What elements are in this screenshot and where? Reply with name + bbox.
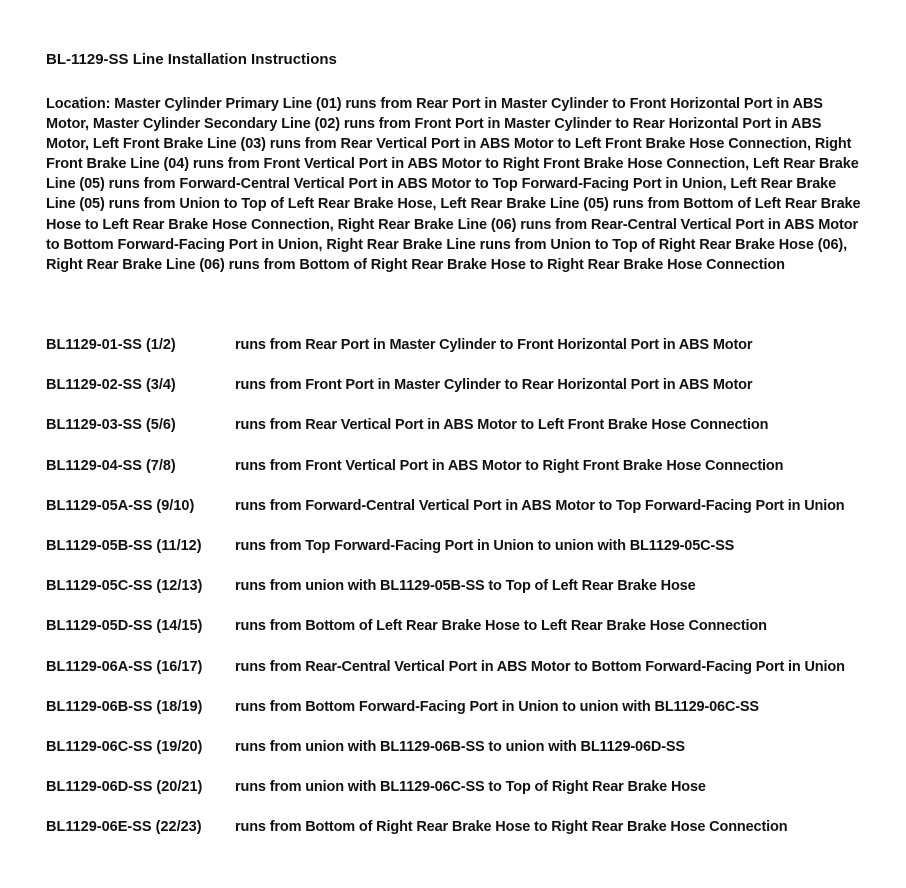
part-code: BL1129-06E-SS (22/23) bbox=[46, 819, 202, 836]
parts-list bbox=[46, 335, 876, 857]
part-code: BL1129-05C-SS (12/13) bbox=[46, 578, 203, 595]
document-title: BL-1129-SS Line Installation Instructions bbox=[46, 51, 337, 68]
part-description: runs from Front Port in Master Cylinder to Rear Horizontal Port in ABS Motor bbox=[235, 377, 753, 394]
part-row bbox=[46, 496, 876, 536]
part-row bbox=[46, 657, 876, 697]
part-row bbox=[46, 335, 876, 375]
part-row bbox=[46, 737, 876, 777]
part-description: runs from union with BL1129-06B-SS to union with BL1129-06D-SS bbox=[235, 738, 685, 755]
part-description: runs from Rear Vertical Port in ABS Motor to Left Front Brake Hose Connection bbox=[235, 417, 769, 434]
part-code: BL1129-01-SS (1/2) bbox=[46, 337, 176, 353]
part-row bbox=[46, 536, 876, 576]
location-paragraph: Location: Master Cylinder Primary Line (01) runs from Rear Port in Master Cylinder to Front Horizontal Port in ABS Motor, Master Cylinder Secondary Line (02) runs from Front Port in Master Cylinder to Rear Horizontal Port in ABS Motor, Left Front Brake Line (03) runs from Rear Vertical Port in ABS Motor to Left Front Brake Hose Connection, Right Front Brake Line (04) runs from Front Vertical Port in ABS Motor to Right Front Brake Hose Connection, Left Rear Brake Line (05) runs from Forward-Central Vertical Port in ABS Motor to Top Forward-Facing Port in Union, Left Rear Brake Line (05) runs from Union to Top of Left Rear Brake Hose, Left Rear Brake Line (05) runs from Bottom of Left Rear Brake Hose to Left Rear Brake Hose Connection, Right Rear Brake Line (06) runs from Rear-Central Vertical Port in ABS Motor to Bottom Forward-Facing Port in Union, Right Rear Brake Line runs from Union to Top of Right Rear Brake Hose (06), Right Rear Brake Line (06) runs from Bottom of Right Rear Brake Hose to Right Rear Brake Hose Connection bbox=[46, 96, 861, 273]
part-code: BL1129-03-SS (5/6) bbox=[46, 417, 176, 434]
part-code: BL1129-06C-SS (19/20) bbox=[46, 738, 203, 755]
part-description: runs from Top Forward-Facing Port in Union to union with BL1129-05C-SS bbox=[235, 537, 735, 554]
part-row bbox=[46, 375, 876, 415]
part-description: runs from Forward-Central Vertical Port in ABS Motor to Top Forward-Facing Port in Union bbox=[235, 497, 845, 514]
part-code: BL1129-02-SS (3/4) bbox=[46, 377, 176, 394]
part-row bbox=[46, 817, 876, 857]
part-description: runs from Bottom of Left Rear Brake Hose to Left Rear Brake Hose Connection bbox=[235, 618, 767, 635]
part-code: BL1129-04-SS (7/8) bbox=[46, 457, 176, 474]
part-row bbox=[46, 415, 876, 455]
part-code: BL1129-05A-SS (9/10) bbox=[46, 497, 195, 514]
part-row bbox=[46, 616, 876, 656]
part-description: runs from union with BL1129-06C-SS to Top of Right Rear Brake Hose bbox=[235, 779, 706, 796]
part-row bbox=[46, 456, 876, 496]
part-code: BL1129-05B-SS (11/12) bbox=[46, 537, 202, 554]
part-code: BL1129-06D-SS (20/21) bbox=[46, 779, 203, 796]
part-description: runs from Rear-Central Vertical Port in ABS Motor to Bottom Forward-Facing Port in Union bbox=[235, 658, 845, 675]
part-description: runs from union with BL1129-05B-SS to Top of Left Rear Brake Hose bbox=[235, 578, 696, 595]
part-code: BL1129-06A-SS (16/17) bbox=[46, 658, 203, 675]
part-code: BL1129-05D-SS (14/15) bbox=[46, 618, 203, 635]
part-description: runs from Bottom Forward-Facing Port in Union to union with BL1129-06C-SS bbox=[235, 698, 759, 715]
part-description: runs from Rear Port in Master Cylinder to Front Horizontal Port in ABS Motor bbox=[235, 337, 753, 353]
part-row bbox=[46, 697, 876, 737]
part-description: runs from Front Vertical Port in ABS Motor to Right Front Brake Hose Connection bbox=[235, 457, 784, 474]
part-description: runs from Bottom of Right Rear Brake Hose to Right Rear Brake Hose Connection bbox=[235, 819, 788, 836]
part-row bbox=[46, 576, 876, 616]
part-code: BL1129-06B-SS (18/19) bbox=[46, 698, 203, 715]
part-row bbox=[46, 777, 876, 817]
